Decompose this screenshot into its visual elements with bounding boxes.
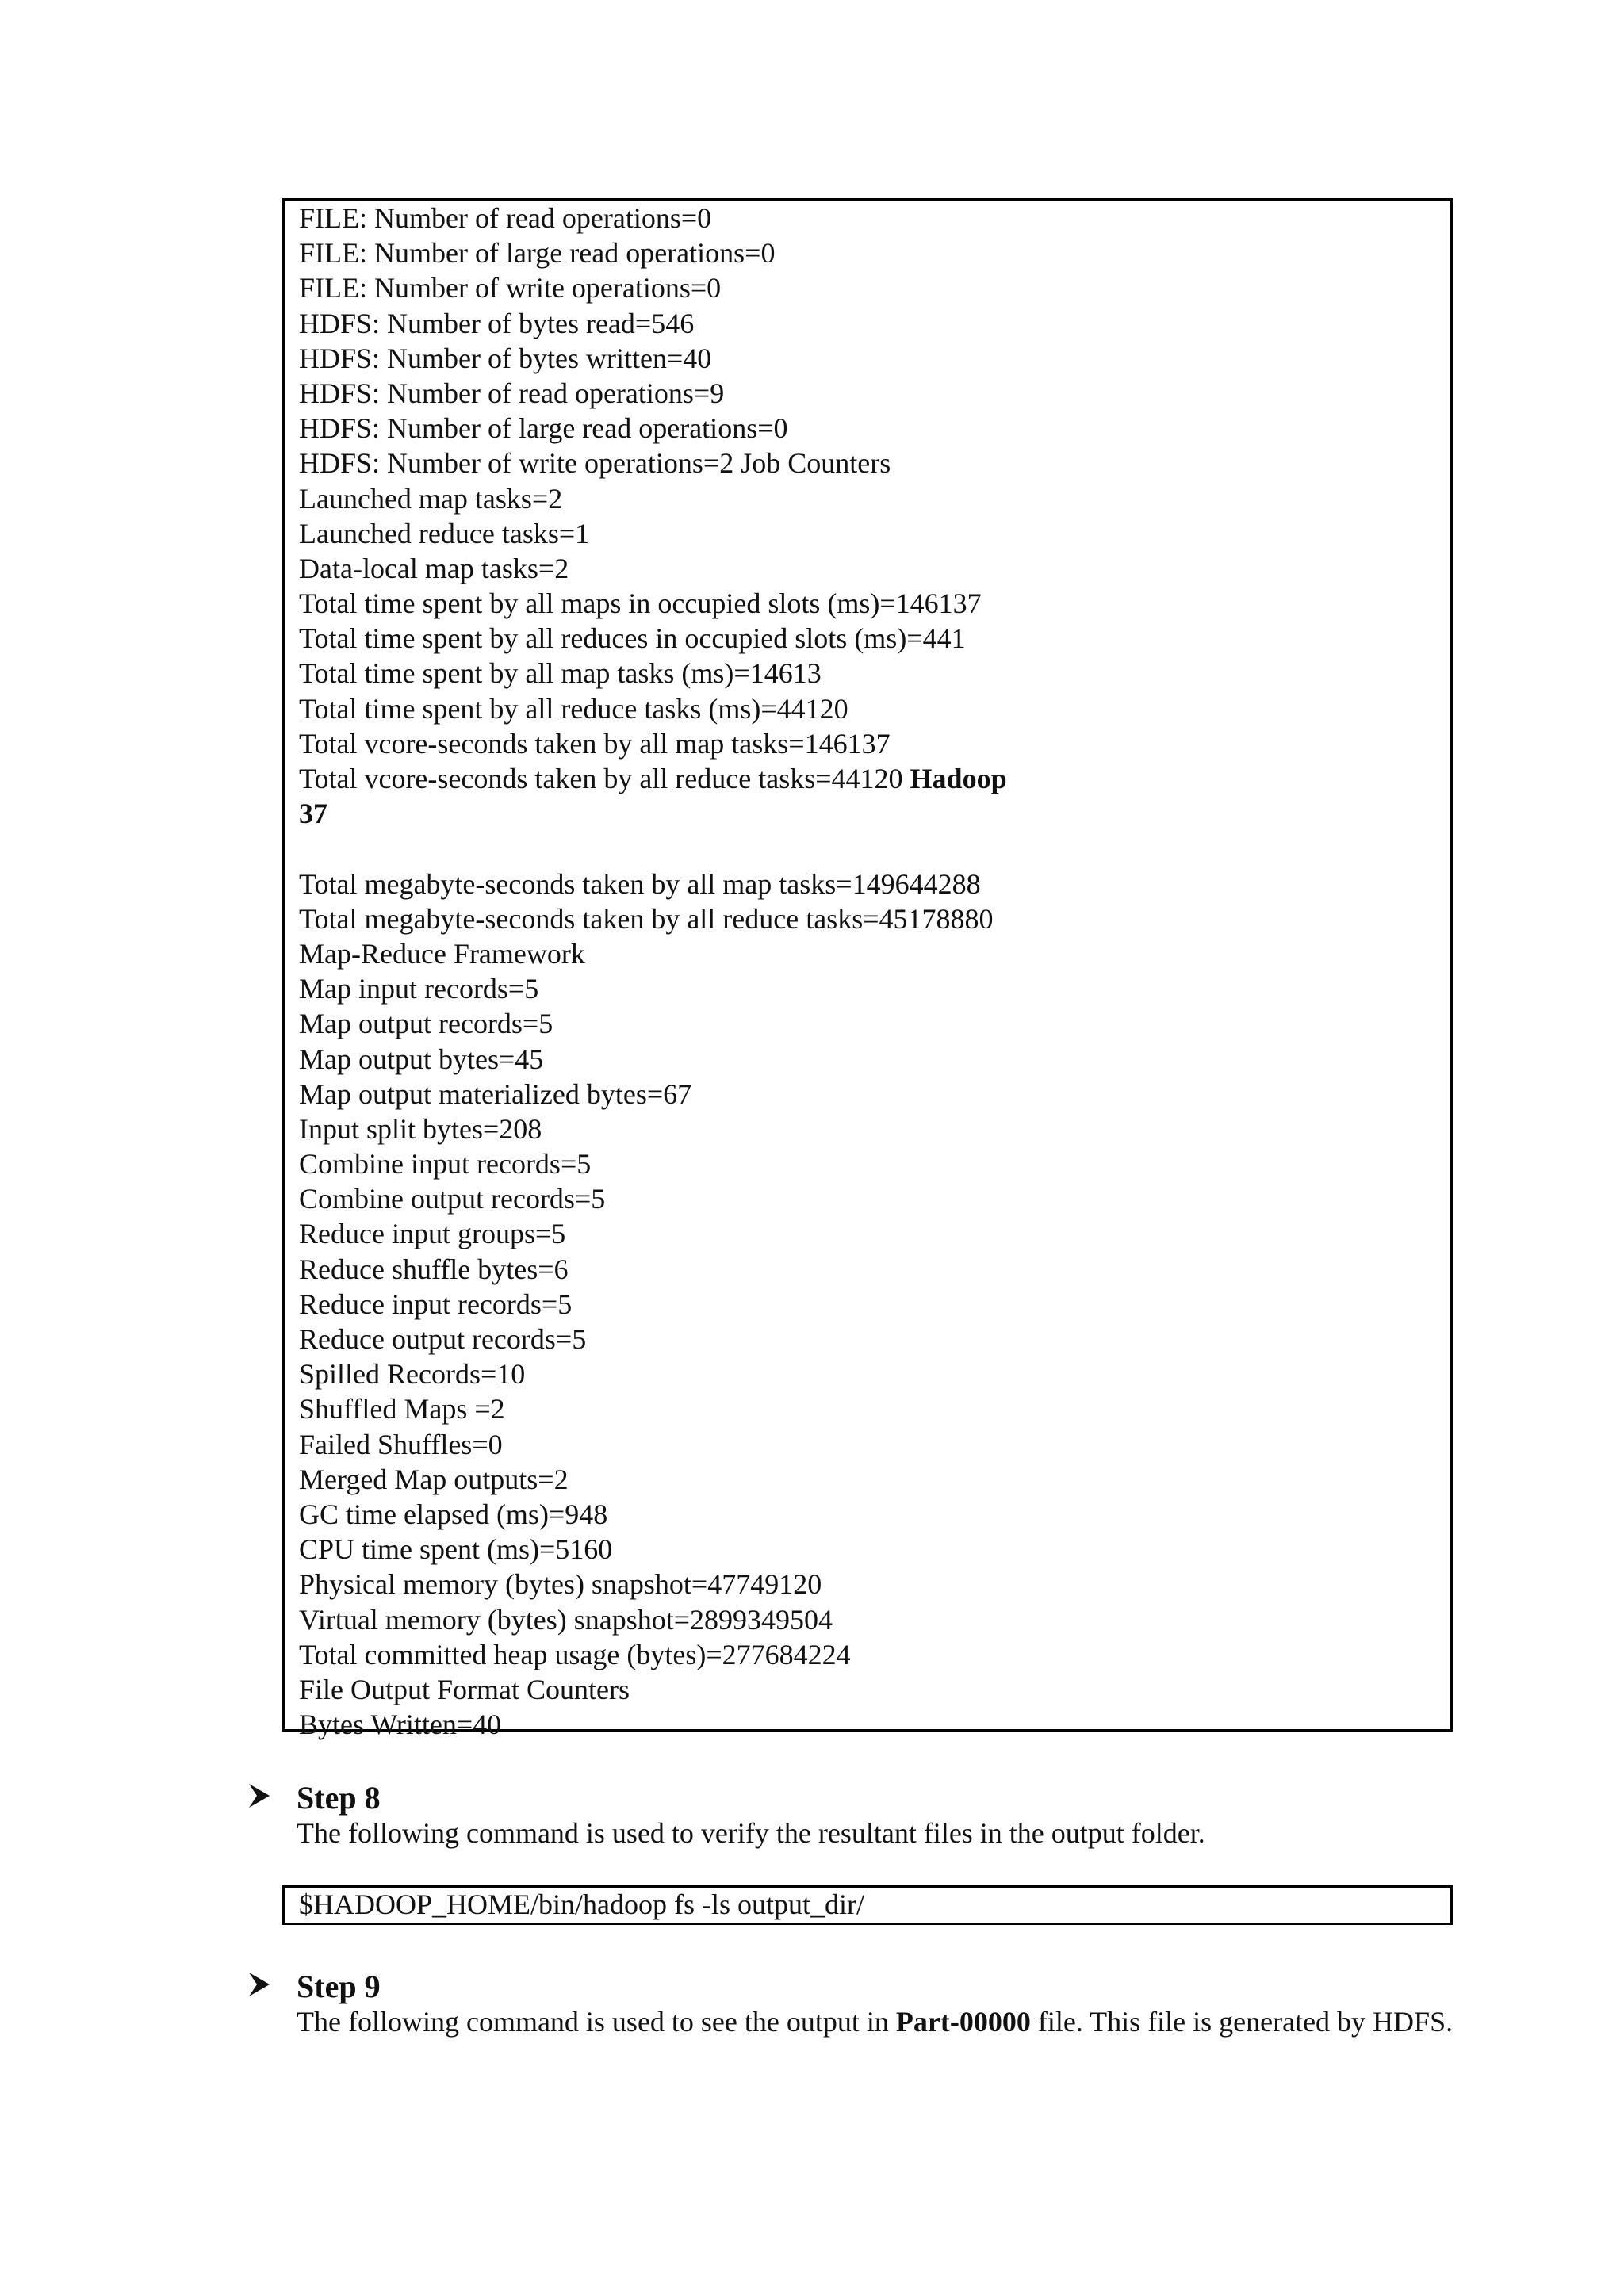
- output-line: Total megabyte-seconds taken by all map tasks=149644288: [299, 867, 981, 900]
- output-line: FILE: Number of read operations=0: [299, 202, 712, 234]
- step-8-title: Step 8: [297, 1780, 381, 1816]
- output-line: HDFS: Number of large read operations=0: [299, 412, 788, 445]
- job-output-box: [282, 198, 1453, 1741]
- arrowhead-bullet-icon: [247, 1782, 271, 1809]
- output-line: Map-Reduce Framework: [299, 937, 585, 970]
- output-line: Reduce output records=5: [299, 1323, 587, 1355]
- output-line: Merged Map outputs=2: [299, 1463, 569, 1495]
- output-line: Total time spent by all map tasks (ms)=14613: [299, 657, 822, 690]
- output-line: Reduce input groups=5: [299, 1218, 566, 1250]
- step-8-description: The following command is used to verify the resultant files in the output folder.: [297, 1817, 1205, 1849]
- output-line: GC time elapsed (ms)=948: [299, 1498, 608, 1530]
- output-line: HDFS: Number of bytes written=40: [299, 342, 712, 374]
- page-header-word: Hadoop: [910, 763, 1007, 794]
- page-number: 37: [299, 798, 327, 830]
- step-9-description: [297, 2004, 1486, 2039]
- output-line: Data-local map tasks=2: [299, 552, 569, 584]
- output-line: Launched reduce tasks=1: [299, 517, 590, 549]
- output-line: Total committed heap usage (bytes)=277684224: [299, 1638, 851, 1670]
- output-line: Map input records=5: [299, 973, 539, 1005]
- output-line: Combine output records=5: [299, 1183, 606, 1215]
- step-9-text-after: file. This file is generated by HDFS.: [1030, 2006, 1454, 2038]
- output-line: Failed Shuffles=0: [299, 1428, 503, 1460]
- output-line: Total time spent by all reduces in occupied slots (ms)=441: [299, 622, 966, 655]
- output-line: Input split bytes=208: [299, 1112, 542, 1145]
- arrowhead-bullet-icon: [247, 1971, 271, 1998]
- output-line: FILE: Number of write operations=0: [299, 272, 722, 304]
- blank-line: [299, 831, 1007, 866]
- output-line: CPU time spent (ms)=5160: [299, 1533, 613, 1566]
- output-line: Total time spent by all maps in occupied slots (ms)=146137: [299, 587, 982, 620]
- output-line: Combine input records=5: [299, 1148, 592, 1181]
- output-line: Shuffled Maps =2: [299, 1393, 505, 1425]
- output-line: Map output bytes=45: [299, 1043, 544, 1075]
- output-line: Virtual memory (bytes) snapshot=2899349504: [299, 1603, 833, 1636]
- output-lines-part1: [299, 201, 1007, 1742]
- step-9-filename: Part-00000: [895, 2006, 1031, 2038]
- output-line: Total megabyte-seconds taken by all reduce tasks=45178880: [299, 902, 994, 935]
- step-9-title: Step 9: [297, 1969, 381, 2004]
- output-line: File Output Format Counters: [299, 1673, 630, 1705]
- output-line: Launched map tasks=2: [299, 482, 563, 515]
- output-line: Reduce shuffle bytes=6: [299, 1253, 569, 1285]
- output-line: Physical memory (bytes) snapshot=47749120: [299, 1568, 822, 1601]
- step-9-text-before: The following command is used to see the output in: [297, 2006, 896, 2038]
- output-line: Total vcore-seconds taken by all reduce tasks=44120 Hadoop: [299, 763, 1007, 794]
- output-line: Map output records=5: [299, 1008, 553, 1040]
- output-line: Total vcore-seconds taken by all map tasks=146137: [299, 727, 891, 760]
- output-line: Bytes Written=40: [299, 1709, 502, 1741]
- output-line: Total time spent by all reduce tasks (ms)=44120: [299, 692, 848, 725]
- output-line: Map output materialized bytes=67: [299, 1077, 692, 1110]
- output-line: Spilled Records=10: [299, 1358, 526, 1391]
- output-line: FILE: Number of large read operations=0: [299, 237, 776, 270]
- output-line: HDFS: Number of bytes read=546: [299, 307, 695, 339]
- output-line: HDFS: Number of read operations=9: [299, 377, 725, 409]
- step-8-command: $HADOOP_HOME/bin/hadoop fs -ls output_dir/: [282, 1885, 1453, 1925]
- output-line: HDFS: Number of write operations=2 Job Counters: [299, 447, 891, 480]
- output-line: Reduce input records=5: [299, 1288, 573, 1320]
